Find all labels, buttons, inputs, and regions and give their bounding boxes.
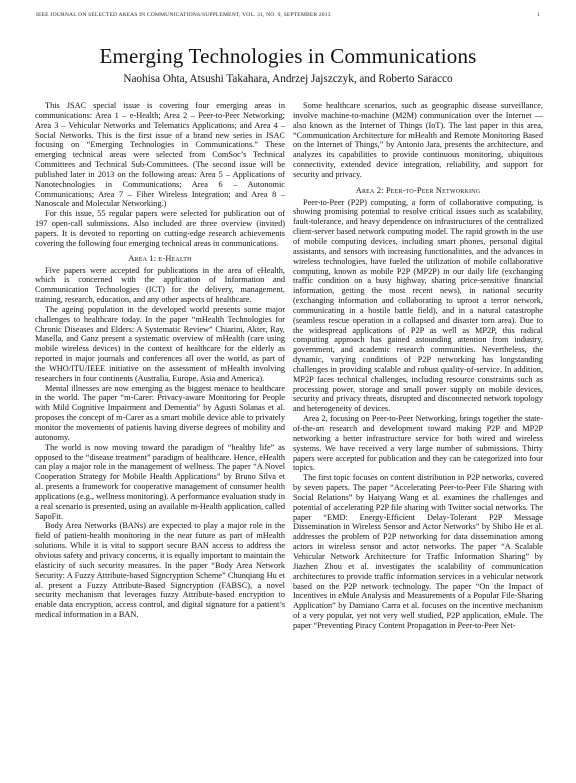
- right-column: [293, 101, 543, 773]
- area1-paragraph-6: Some healthcare scenarios, such as geographic disease surveillance, involve machine-to-machine (M2M) communication over the Internet — also known as the Internet of Things (IoT). The last paper in this area, “Communication Architecture for mHealth and Remote Monitoring Based on the Internet of Things,” by Antonio Jara, presents the architecture, and analyzes its capabilities to provide continuous monitoring, ubiquitous connectivity, extended device integration, reliability, and support for security and privacy.: [293, 101, 543, 179]
- paper-title: Emerging Technologies in Communications: [99, 44, 477, 68]
- intro-paragraph-1: This JSAC special issue is covering four emerging areas in communications: Area 1 – e-Health; Area 2 – Peer-to-Peer Networking; Area 3 – Vehicular Networks and Telematics Applications; and Area 4 – Social Networks. This is the first issue of a brand new series in JSAC focusing on “Emerging Technologies in Communications.” These emerging technical areas were selected from ComSoc’s Technical Committees and Technical Sub-Committees. (The second issue will be published later in 2013 on the following areas: Area 5 – Applications of Nanotechnologies in Communications; Area 6 – Autonomic Communications; Area 7 – Fiber Wireless Integration; and Area 8 – Nanoscale and Molecular Networking.): [35, 101, 285, 209]
- area2-heading: Area 2: Peer-to-Peer Networking: [355, 185, 481, 195]
- intro-paragraph-2: For this issue, 55 regular papers were selected for publication out of 197 open-call submissions. Also included are three overview (invited) papers. It is devoted to reporting on cutting-edge research achievements covering the following four emerging technical areas in communications.: [35, 209, 285, 248]
- area2-paragraph-2: Area 2, focusing on Peer-to-Peer Networking, brings together the state-of-the-art research and development toward making P2P and MP2P networking a better infrastructure service for both wired and wireless systems. We have received a very large number of submissions. Thirty papers were accepted for publication and they can be categorized into four topics.: [293, 414, 543, 473]
- area1-heading: Area 1: e-Health: [128, 253, 192, 263]
- area1-paragraph-4: The world is now moving toward the paradigm of “healthy life” as opposed to the “disease treatment” paradigm of healthcare. Hence, eHealth can play a major role in the management of wellness. The paper “A Novel Cooperation Strategy for Mobile Health Applications” by Bruno Silva et al. presents a framework for cooperative management of consumer health applications (e.g., wellness monitoring). A performance evaluation study in a real scenario is presented, using an available m-Health application, called SapoFit.: [35, 442, 285, 521]
- page-number: 1: [537, 12, 540, 18]
- running-header: [36, 12, 540, 18]
- area1-paragraph-3: Mental illnesses are now emerging as the biggest menace to healthcare in the world. The paper “m-Carer: Privacy-aware Monitoring for People with Mild Cognitive Impairment and Dementia” by Agusti Solanas et al. proposes the concept of m-Carer as a smart mobile device able to privately monitor the movements of patients having diverse degrees of mobility and autonomy.: [35, 383, 285, 442]
- paper-authors: Naohisa Ohta, Atsushi Takahara, Andrzej Jajszczyk, and Roberto Saracco: [123, 73, 453, 85]
- area1-paragraph-1: Five papers were accepted for publications in the area of eHealth, which is concerned with the application of Information and Communication Technologies (ICT) for the delivery, management, training, research, education, and any other aspects of healthcare.: [35, 265, 285, 305]
- area1-paragraph-5: Body Area Networks (BANs) are expected to play a major role in the field of patient-health monitoring in the near future as part of mHealth solutions. While it is vital to support secure BAN access to address the obvious safety and privacy concerns, it is equally important to maintain the elasticity of such security measures. In the paper “Body Area Network Security: A Fuzzy Attribute-based Signcryption Scheme” Chunqiang Hu et al. present a Fuzzy Attribute-Based Signcryption (FABSC), a novel security mechanism that leverages fuzzy Attribute-based encryption to enable data encryption, access control, and digital signature for a patient’s medical information in a BAN.: [35, 521, 285, 620]
- journal-line: IEEE JOURNAL ON SELECTED AREAS IN COMMUNICATIONS/SUPPLEMENT, VOL. 31, NO. 9, SEPTEMBER 2013: [36, 12, 331, 18]
- left-column: [35, 101, 285, 773]
- area2-paragraph-1: Peer-to-Peer (P2P) computing, a form of collaborative computing, is showing promising potential to resolve critical issues such as scalability, fault-tolerance, and heavy dependence on infrastructures of the centralized client-server based network computing model. The rapid growth in the use of mobile computing devices, including smart phones, personal digital assistants, and sensors with increasing functionalities, and the advances in wireless technologies, have fueled the utilization of mobile collaborative computing, known as mobile P2P (MP2P) in our daily life (exchanging traffic condition on a busy highway, sharing price-sensitive financial information, getting the most recent news), in national security (exchanging information and collaborating to uproot a terror network, communicating in a hostile battle field), and in a natural catastrophe (seamless rescue operation in a collapsed and disaster torn area). Due to the widespread applications of P2P as well as MP2P, this radical computing approach has gained astounding attention from industry, government, and academic research communities. Nevertheless, the dynamic, varying conditions of P2P networking has longstanding challenges in providing scalable and robust quality-of-service. In addition, MP2P faces technical challenges, including resource constraints such as processing power, storage and small power supply on mobile devices, security and privacy threats, disrupted and disconnected network topology and heterogeneity of devices.: [293, 197, 543, 414]
- area1-paragraph-2: The ageing population in the developed world presents some major challenges to healthcare today. In the paper “mHealth Technologies for Chronic Diseases and Elders: A Systematic Review” Chiarini, Akter, Ray, Masella, and Ganz present a systematic overview of mHealth (care using mobile wireless devices) in the context of healthcare for the elderly as reported in major journals and conferences all over the world, as part of the WHO/ITU/IEEE initiative on the assessment of mHealth involving researchers in four continents (Australia, Europe, Asia and America).: [35, 304, 285, 383]
- area2-paragraph-3: The first topic focuses on content distribution in P2P networks, covered by seven papers. The paper “Accelerating Peer-to-Peer File Sharing with Social Relations” by Haiyang Wang et al. examines the challenges and potential of accelerating P2P file sharing with Twitter social networks. The paper “EMD: Energy-Efficient Delay-Tolerant P2P Message Dissemination in Wireless Sensor and Actor Networks” by Shibo He et al. addresses the problem of P2P networking for data dissemination among actors in wireless sensor and actor networks. The paper “A Scalable Vehicular Network Architecture for Traffic Information Sharing” by Jiazhen Zhou et al. investigates the scalability of communication architectures to provide traffic information services in a vehicular network based on the P2P network technology. The paper “On the Impact of Incentives in eMule Analysis and Measurements of a Popular File-Sharing Application” by Damiano Carra et al. focuses on the incentive mechanism of a very popular, yet not very well studied, P2P application, eMule. The paper “Preventing Piracy Content Propagation in Peer-to-Peer Net-: [293, 473, 543, 630]
